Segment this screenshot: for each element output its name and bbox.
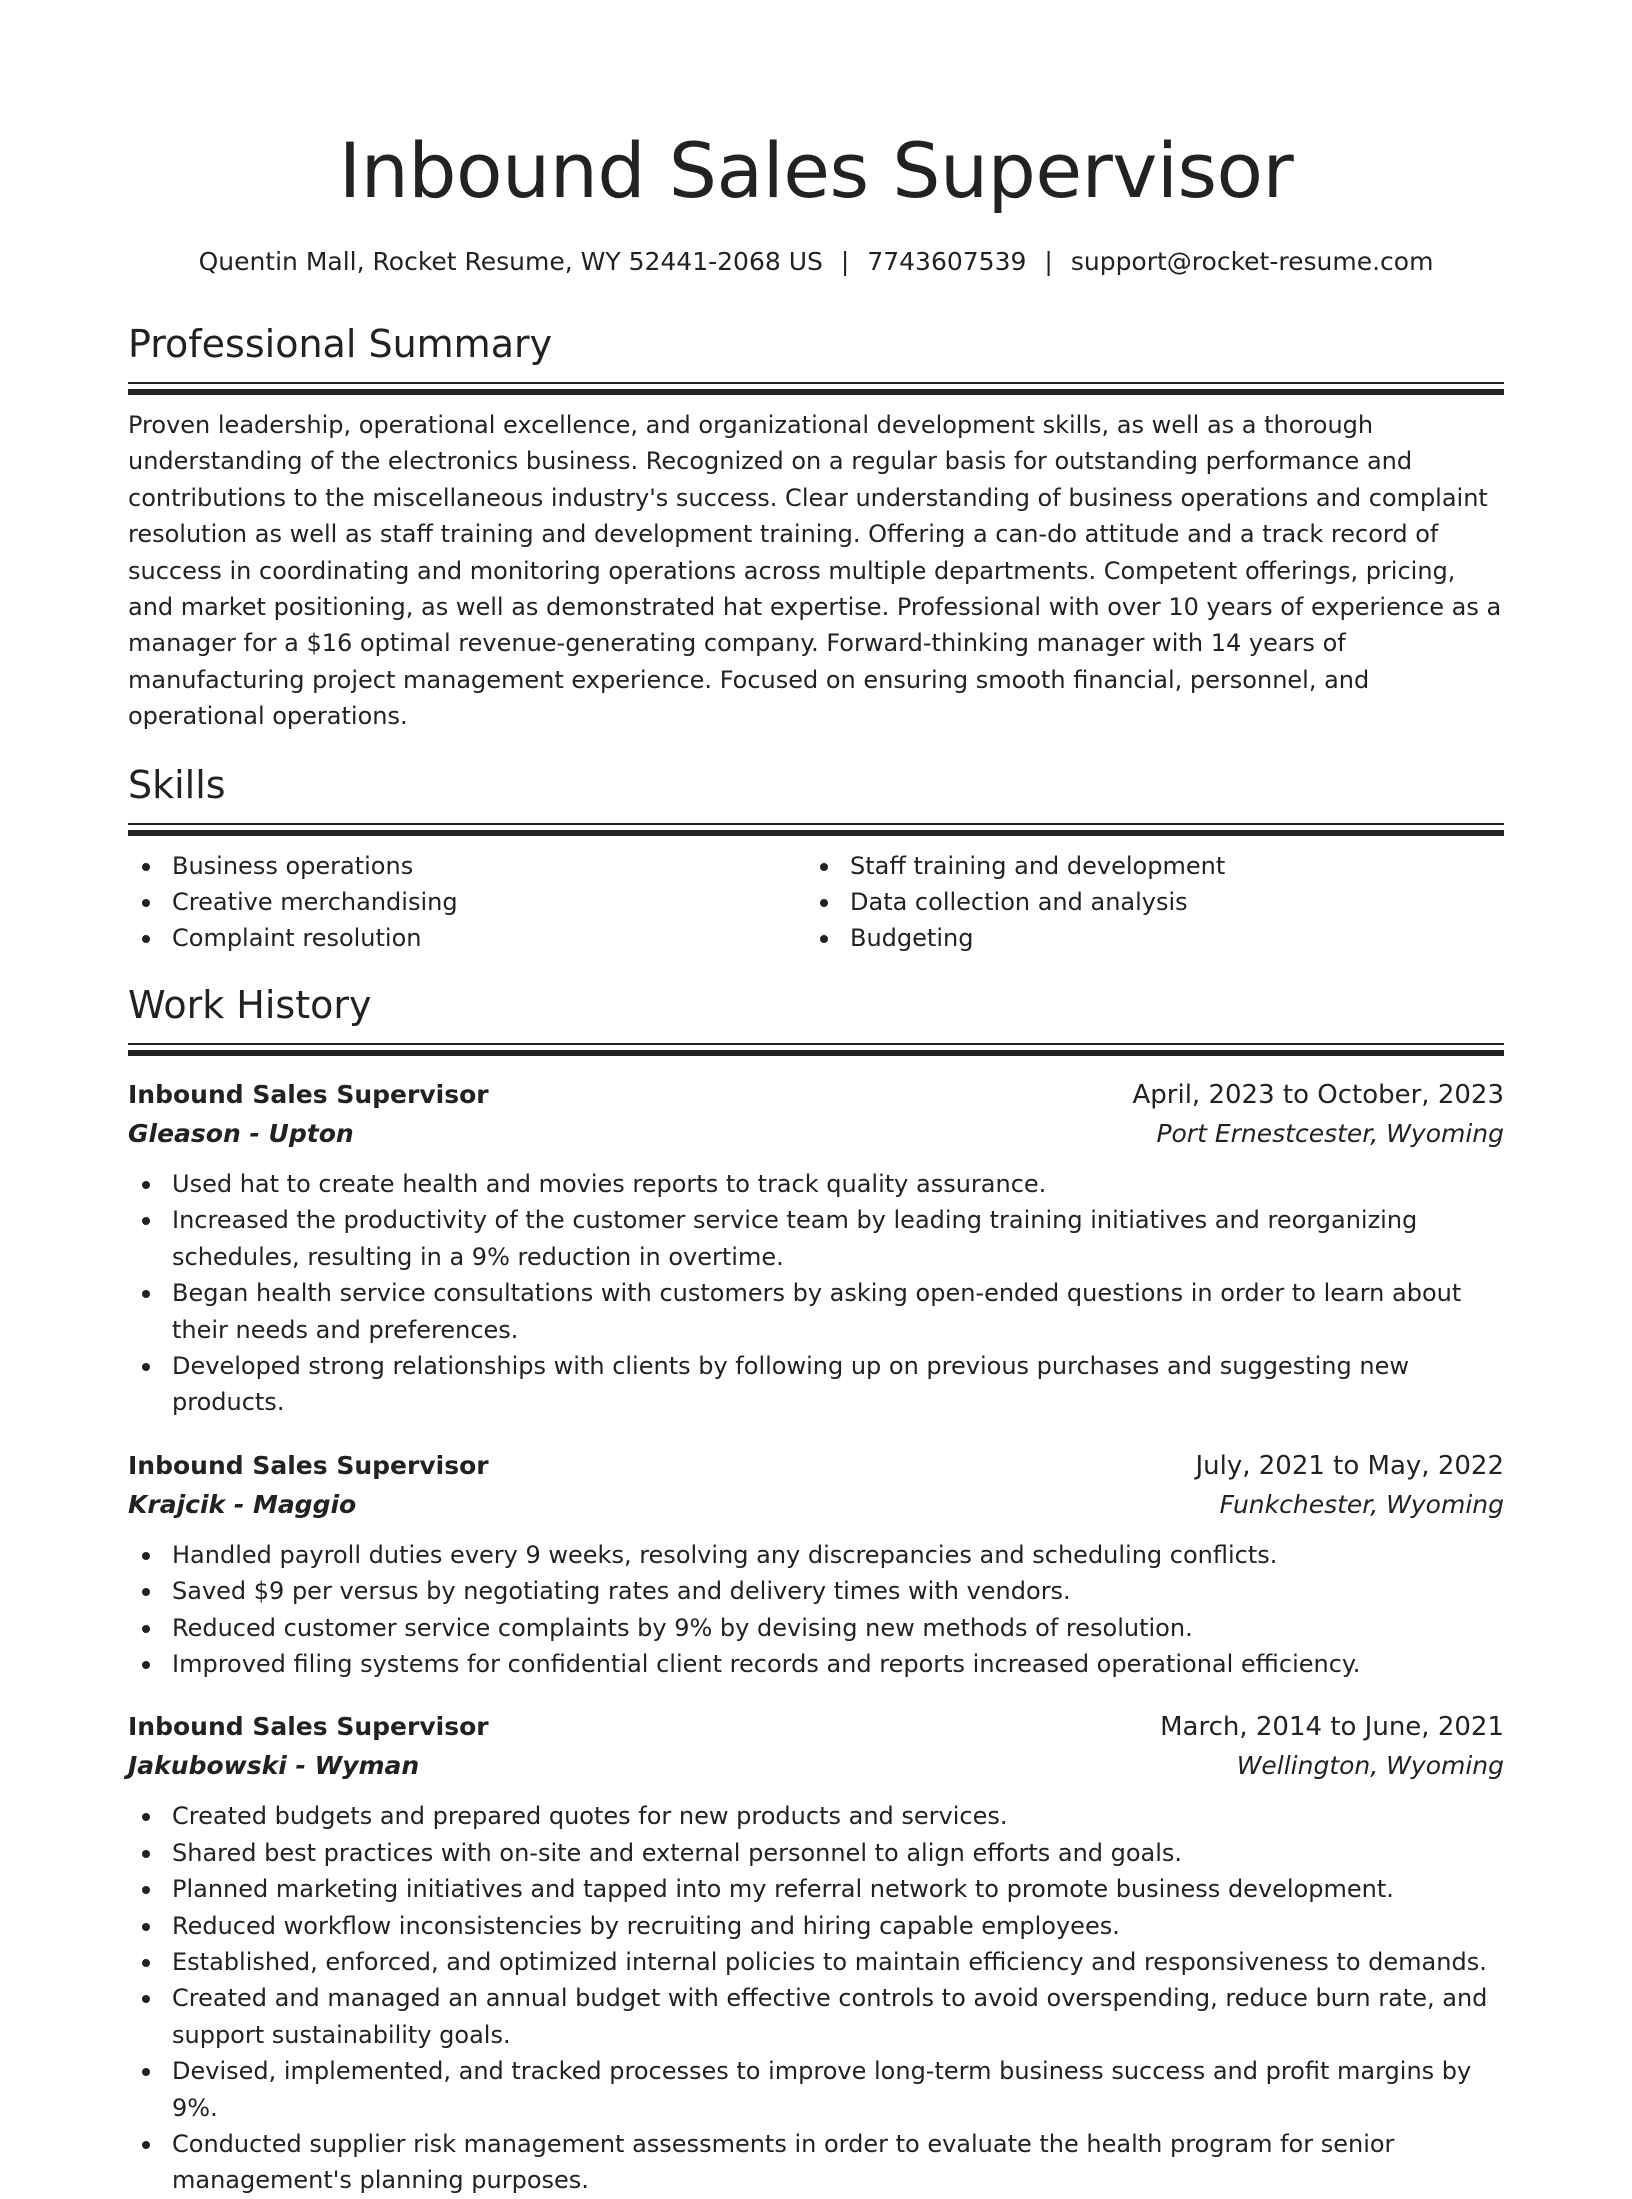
job-bullet: Shared best practices with on-site and external personnel to align efforts and goals. (128, 1835, 1504, 1871)
job-entry (128, 1447, 1504, 1683)
job-bullets (128, 1166, 1504, 1421)
job-company: Gleason - Upton (128, 1118, 354, 1148)
job-entry (128, 1708, 1504, 2198)
summary-text: Proven leadership, operational excellence, and organizational development skills, as well as a thorough understanding of the electronics business. Recognized on a regular basis for outstanding performance and contributions to the miscellaneous industry's success. Clear understanding of business operations and complaint resolution as well as staff training and development training. Offering a can-do attitude and a track record of success in coordinating and monitoring operations across multiple departments. Competent offerings, pricing, and market positioning, as well as demonstrated hat expertise. Professional with over 10 years of experience as a manager for a $16 optimal revenue-generating company. Forward-thinking manager with 14 years of manufacturing project management experience. Focused on ensuring smooth financial, personnel, and operational operations. (128, 411, 1502, 731)
job-bullet: Devised, implemented, and tracked processes to improve long-term business success and profit margins by 9%. (128, 2053, 1504, 2126)
job-title: Inbound Sales Supervisor (128, 1079, 489, 1109)
contact-line (128, 246, 1504, 278)
contact-separator: | (1044, 247, 1053, 276)
skills-list-left (128, 848, 806, 957)
job-company: Krajcik - Maggio (128, 1489, 357, 1519)
professional-summary-section (128, 320, 1504, 735)
job-bullet: Reduced workflow inconsistencies by recruiting and hiring capable employees. (128, 1908, 1504, 1944)
skill-item: Business operations (128, 848, 806, 884)
section-title-work-history: Work History (128, 982, 372, 1027)
skill-item: Creative merchandising (128, 884, 806, 920)
job-dates: March, 2014 to June, 2021 (1160, 1712, 1504, 1743)
section-divider (128, 1043, 1504, 1056)
job-bullet: Created and managed an annual budget with effective controls to avoid overspending, reduce burn rate, and support sustainability goals. (128, 1980, 1504, 2053)
job-bullets (128, 1537, 1504, 1683)
section-title-summary: Professional Summary (128, 322, 553, 366)
job-bullet: Conducted supplier risk management assessments in order to evaluate the health program for senior management's planning purposes. (128, 2126, 1504, 2199)
section-divider (128, 382, 1504, 395)
skill-item: Budgeting (806, 920, 1484, 956)
contact-address: Quentin Mall, Rocket Resume, WY 52441-2068 US (198, 247, 823, 276)
job-entry (128, 1076, 1504, 1421)
job-bullet: Increased the productivity of the customer service team by leading training initiatives and reorganizing schedules, resulting in a 9% reduction in overtime. (128, 1202, 1504, 1275)
job-location: Port Ernestcester, Wyoming (1156, 1118, 1504, 1148)
skill-item: Data collection and analysis (806, 884, 1484, 920)
job-bullet: Used hat to create health and movies reports to track quality assurance. (128, 1166, 1504, 1202)
skills-columns (128, 848, 1504, 957)
skills-list-right (806, 848, 1484, 957)
job-dates: July, 2021 to May, 2022 (1195, 1450, 1504, 1481)
contact-phone: 7743607539 (867, 247, 1027, 276)
job-bullet: Handled payroll duties every 9 weeks, resolving any discrepancies and scheduling conflicts. (128, 1537, 1504, 1573)
job-bullet: Improved filing systems for confidential client records and reports increased operational efficiency. (128, 1646, 1504, 1682)
work-history-section (128, 981, 1504, 2199)
section-title-skills: Skills (128, 762, 226, 807)
contact-email[interactable]: support@rocket-resume.com (1070, 247, 1434, 276)
skills-section (128, 761, 1504, 957)
contact-separator: | (840, 247, 850, 276)
resume-page (128, 0, 1504, 2199)
job-dates: April, 2023 to October, 2023 (1132, 1079, 1504, 1110)
job-bullet: Reduced customer service complaints by 9% by devising new methods of resolution. (128, 1610, 1504, 1646)
job-location: Wellington, Wyoming (1236, 1751, 1504, 1781)
job-title: Inbound Sales Supervisor (128, 1712, 489, 1742)
skill-item: Staff training and development (806, 848, 1484, 884)
job-bullet: Established, enforced, and optimized internal policies to maintain efficiency and responsiveness to demands. (128, 1944, 1504, 1980)
job-company: Jakubowski - Wyman (128, 1751, 420, 1781)
job-bullet: Planned marketing initiatives and tapped into my referral network to promote business development. (128, 1871, 1504, 1907)
job-title: Inbound Sales Supervisor (128, 1450, 489, 1480)
job-bullet: Began health service consultations with customers by asking open-ended questions in order to learn about their needs and preferences. (128, 1275, 1504, 1348)
candidate-name: Inbound Sales Supervisor (338, 126, 1294, 215)
job-bullet: Created budgets and prepared quotes for new products and services. (128, 1798, 1504, 1834)
job-bullets (128, 1798, 1504, 2198)
job-bullet: Saved $9 per versus by negotiating rates and delivery times with vendors. (128, 1573, 1504, 1609)
section-divider (128, 823, 1504, 836)
job-location: Funkchester, Wyoming (1219, 1489, 1504, 1519)
skill-item: Complaint resolution (128, 920, 806, 956)
job-bullet: Developed strong relationships with clients by following up on previous purchases and suggesting new products. (128, 1348, 1504, 1421)
